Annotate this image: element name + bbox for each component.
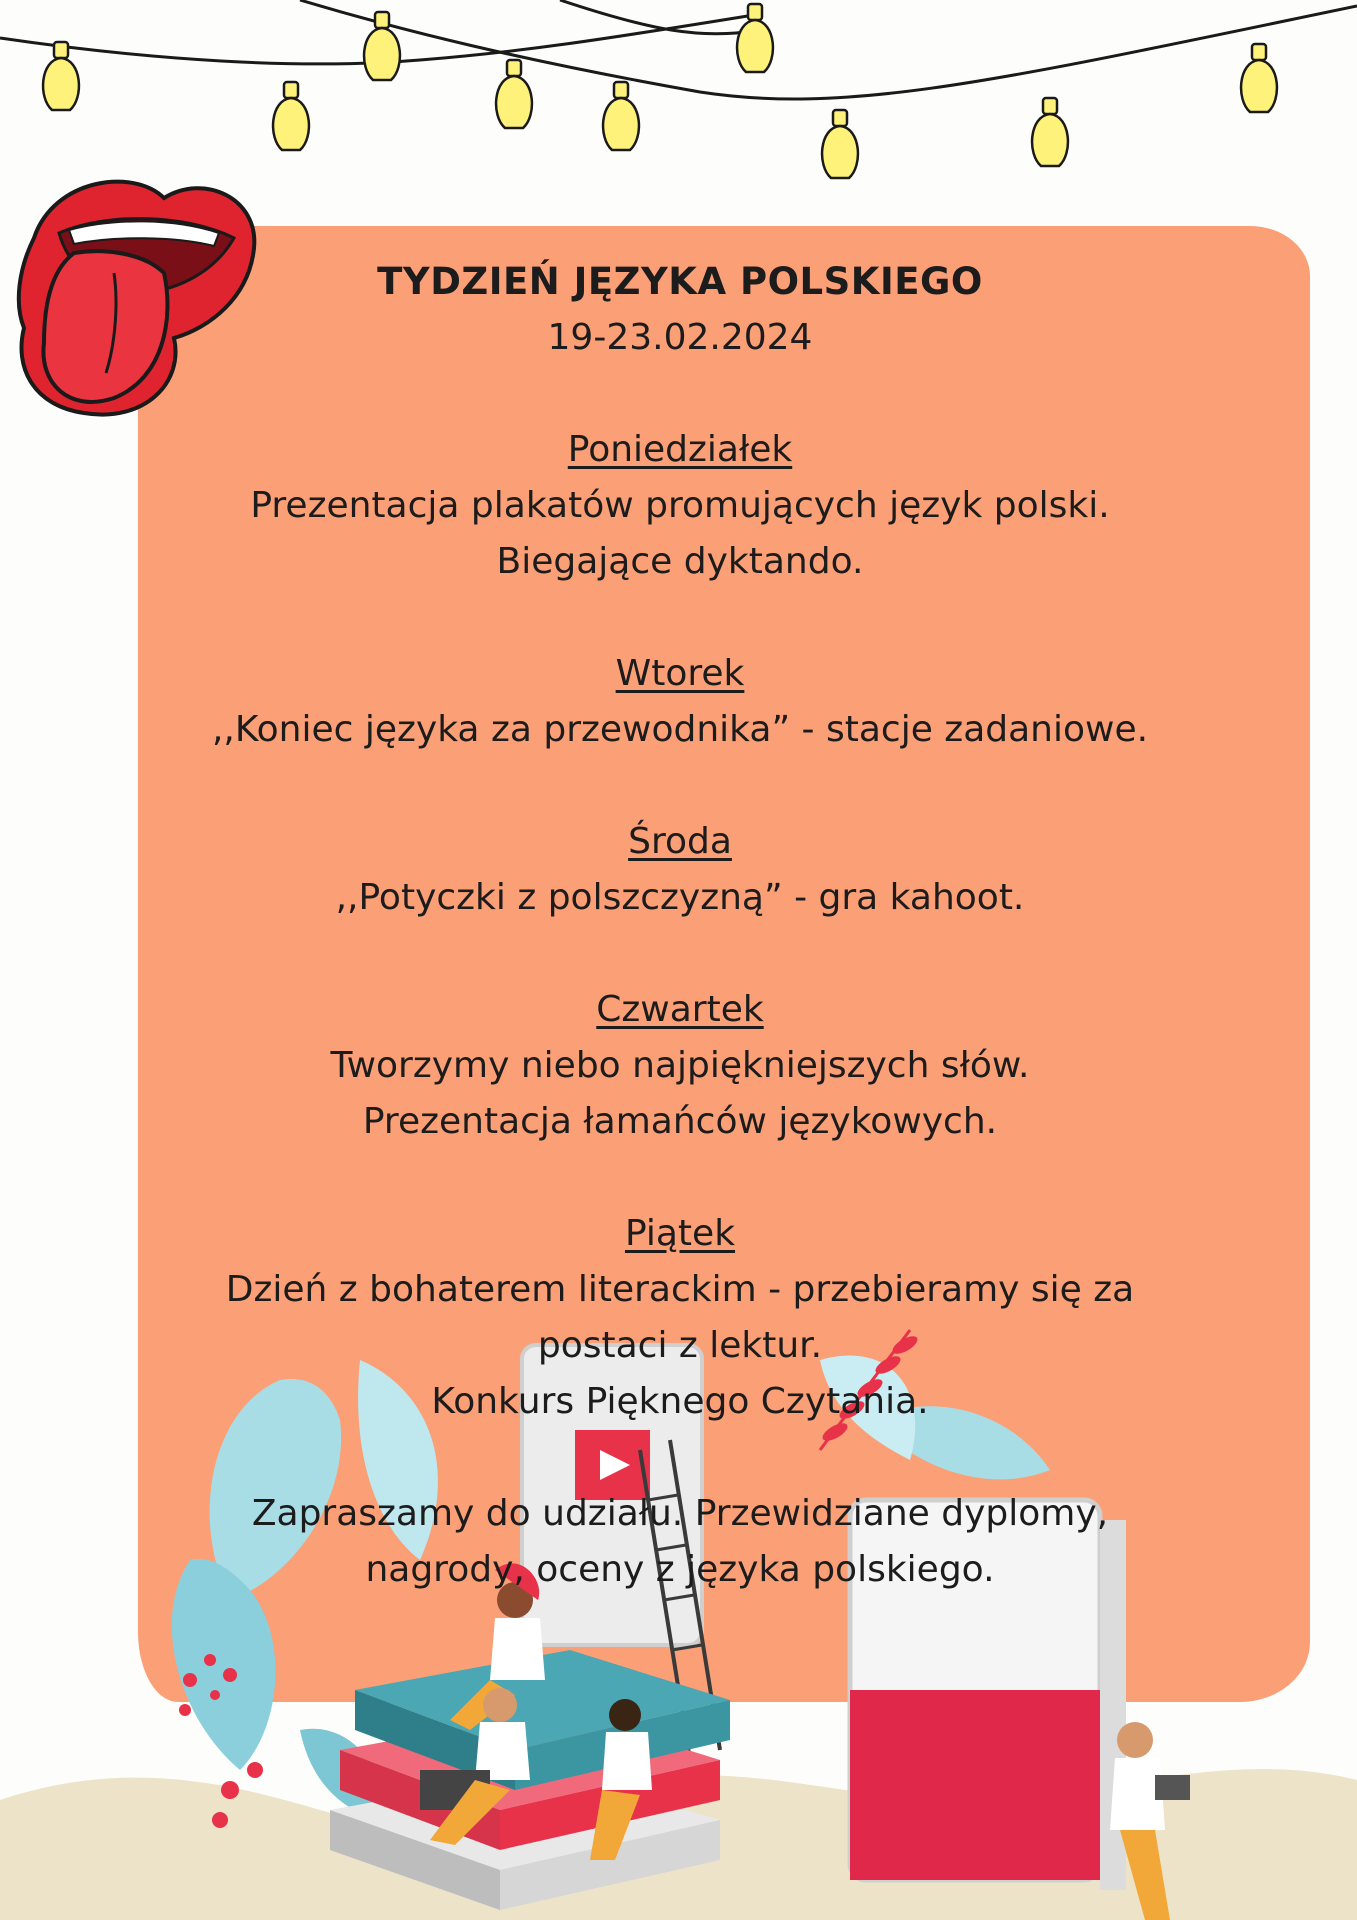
day-activity: Prezentacja plakatów promujących język polski.: [250, 485, 1110, 526]
bulb-icon: [43, 42, 79, 110]
day-heading-friday: Piątek: [624, 1213, 736, 1254]
day-activity: ,,Koniec języka za przewodnika” - stacje zadaniowe.: [211, 709, 1149, 750]
bulb-icon: [737, 4, 773, 72]
day-activity: ,,Potyczki z polszczyzną” - gra kahoot.: [335, 877, 1025, 918]
day-activity: postaci z lektur.: [537, 1325, 823, 1366]
bulb-icon: [496, 60, 532, 128]
closing-text: Zapraszamy do udziału. Przewidziane dyplomy,: [251, 1493, 1109, 1534]
day-heading-thursday: Czwartek: [596, 989, 764, 1030]
day-activity: Biegające dyktando.: [496, 541, 864, 582]
bulb-icon: [1032, 98, 1068, 166]
closing-text: nagrody, oceny z języka polskiego.: [365, 1549, 995, 1590]
bulb-icon: [822, 110, 858, 178]
day-activity: Tworzymy niebo najpiękniejszych słów.: [330, 1045, 1030, 1086]
poster-title: TYDZIEŃ JĘZYKA POLSKIEGO: [377, 260, 983, 303]
string-lights-decoration: [0, 0, 1357, 200]
reader-figure: [1110, 1722, 1190, 1920]
bulb-icon: [1241, 44, 1277, 112]
poster-content: [150, 254, 1210, 1598]
bulb-icon: [603, 82, 639, 150]
day-heading-wednesday: Środa: [628, 821, 732, 862]
day-heading-monday: Poniedziałek: [567, 429, 793, 470]
event-dates: 19-23.02.2024: [547, 317, 813, 358]
bulb-icon: [273, 82, 309, 150]
day-activity: Konkurs Pięknego Czytania.: [431, 1381, 929, 1422]
bulb-icon: [364, 12, 400, 80]
day-activity: Dzień z bohaterem literackim - przebieramy się za: [225, 1269, 1135, 1310]
day-heading-tuesday: Wtorek: [615, 653, 745, 694]
day-activity: Prezentacja łamańców językowych.: [362, 1101, 998, 1142]
